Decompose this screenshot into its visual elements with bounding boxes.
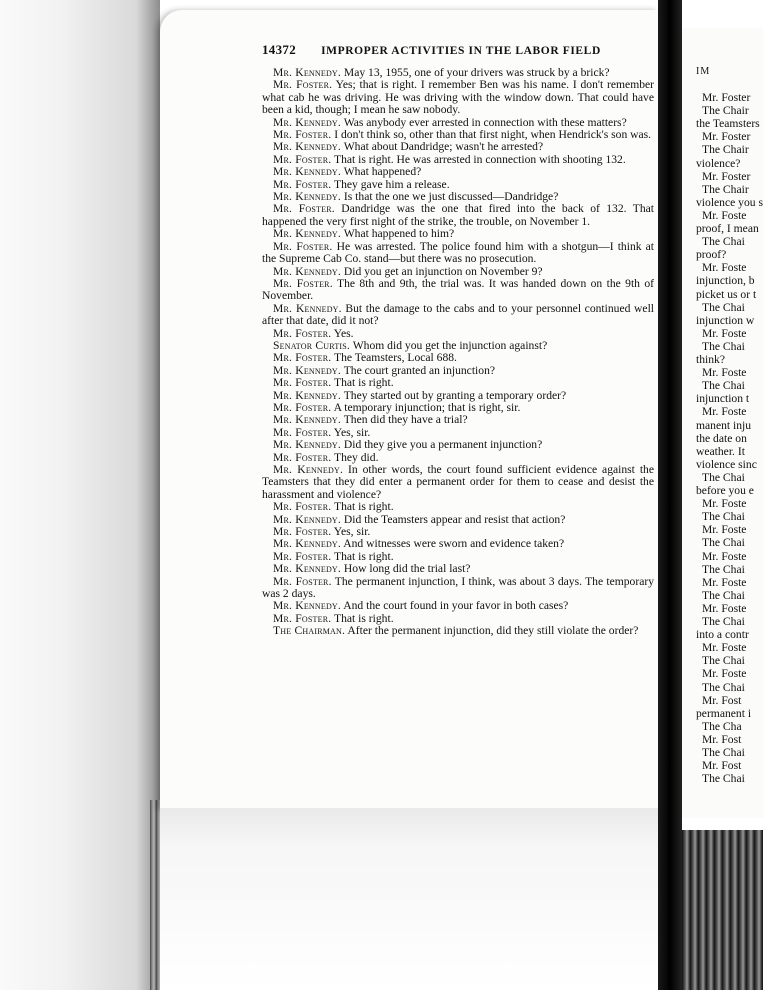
facing-page-line: Mr. Foste [702,261,747,275]
facing-page-line: The Chai [702,588,745,602]
speech-text: The Teamsters, Local 688. [334,351,457,365]
speech-text: A temporary injunction; that is right, sir. [333,400,521,414]
speaker-name: Mr. Kennedy. [273,512,341,526]
facing-page-line: The Chai [702,339,745,353]
facing-page-line: The Chair [702,104,749,118]
facing-page-line: The Chai [702,470,745,484]
speaker-name: Mr. Foster. [273,450,332,464]
facing-page-line: Mr. Foste [702,366,747,380]
facing-page-line: manent inju [696,418,752,432]
speaker-name: Mr. Kennedy. [273,66,341,79]
speaker-name: The Chairman. [273,624,346,638]
speech-text: Dandridge was the one that fired into the back of 132. That happened the very first night of the strike, the trouble, on November 1. [262,202,655,228]
speaker-name: Mr. Kennedy. [273,363,341,377]
running-title: IMPROPER ACTIVITIES IN THE LABOR FIELD [321,45,601,57]
facing-page-line: injunction w [696,313,755,327]
facing-page-line: picket us or t [696,287,757,301]
speaker-name: Mr. Foster. [273,128,332,142]
speech-text: And witnesses were sworn and evidence taken? [343,537,565,551]
speech-text: The permanent injunction, I think, was about 3 days. The temporary was 2 days. [262,574,654,601]
speaker-name: Mr. Foster. [273,425,332,439]
speaker-name: Mr. Foster. [273,202,335,216]
speaker-name: Mr. Foster. [273,276,333,290]
facing-page-line: The Chair [702,182,749,196]
speaker-name: Mr. Kennedy. [273,388,341,402]
facing-page-line: The Chai [702,536,745,550]
speech-text: What happened to him? [343,227,455,241]
facing-page-line: into a contr [696,628,749,642]
transcript-paragraph [262,278,654,303]
speech-text: Yes, sir. [333,425,371,439]
gutter-bottom-edge [682,830,763,990]
transcript-paragraph [262,203,654,228]
facing-page-line: Mr. Foster [702,91,751,104]
transcript [262,67,654,638]
speech-text: Whom did you get the injunction against? [352,338,548,352]
page-number: 14372 [262,42,296,57]
facing-page-line: Mr. Foste [702,208,747,222]
facing-page-line: The Chair [702,143,749,157]
facing-page-line: Mr. Foste [702,549,747,563]
speech-text: He was arrested. The police found him with a shotgun—I think at the Supreme Cab Co. stand—but there was no prosecution. [262,239,654,266]
speech-text: Was anybody ever arrested in connection with these matters? [343,115,627,129]
speech-text: Yes. [333,326,354,340]
facing-page-line: Mr. Foste [702,497,747,511]
facing-page-line: The Chai [702,654,745,668]
facing-page-line: Mr. Fost [702,732,742,746]
speaker-name: Mr. Foster. [273,239,333,253]
speaker-name: Mr. Kennedy. [273,463,344,476]
page-content [262,44,654,638]
speaker-name: Mr. Foster. [273,326,332,340]
speech-text: But the damage to the cabs and to your personnel continued well after that date, did it not? [262,301,655,328]
facing-page-line: Mr. Foste [702,601,747,615]
speech-text: May 13, 1955, one of your drivers was struck by a brick? [343,66,610,79]
facing-page-line: violence? [696,156,741,170]
speaker-name: Mr. Kennedy. [273,140,341,154]
facing-page-line: permanent i [696,706,752,720]
facing-page-line: The Chai [702,235,745,249]
speech-text: They started out by granting a temporary order? [343,388,567,402]
speech-text: The court granted an injunction? [343,363,496,377]
speaker-name: Mr. Foster. [273,611,332,625]
speaker-name: Mr. Kennedy. [273,537,341,551]
facing-page-line: the date on [696,431,747,445]
speech-text: That is right. [334,376,394,390]
facing-page-line: think? [696,353,725,366]
facing-page-line: The Chai [702,562,745,576]
speaker-name: Mr. Foster. [273,152,332,166]
speech-text: In other words, the court found sufficient evidence against the Teamsters that they did enter a permanent order for them to cease and desist the harassment and violence? [262,463,655,501]
facing-page-line: The Chai [702,615,745,628]
speech-text: Did the Teamsters appear and resist that action? [343,512,566,526]
facing-page-line: Mr. Foste [702,641,747,655]
facing-page-line: Mr. Fost [702,693,742,707]
facing-page-line: The Cha [702,719,742,733]
speech-text: They gave him a release. [334,177,450,191]
speaker-name: Mr. Foster. [273,351,332,365]
facing-page-line: Mr. Fost [702,759,742,773]
speech-text: And the court found in your favor in both cases? [343,599,569,613]
facing-page-line: Mr. Foste [702,405,747,419]
facing-page [682,28,763,818]
transcript-paragraph [262,576,654,601]
transcript-paragraph [262,79,654,116]
speaker-name: Mr. Kennedy. [273,264,341,278]
facing-page-line: proof? [696,248,727,262]
facing-page-line: weather. It [696,444,745,458]
facing-page-line: the Teamsters [696,117,760,131]
speaker-name: Mr. Foster. [273,574,332,588]
speaker-name: Mr. Kennedy. [273,190,341,204]
transcript-paragraph [262,241,654,266]
facing-page-line: The Chai [702,772,745,786]
speaker-name: Mr. Foster. [273,549,332,563]
speech-text: Is that the one we just discussed—Dandridge? [343,190,559,204]
speaker-name: Mr. Foster. [273,177,332,191]
speech-text: What about Dandridge; wasn't he arrested? [343,140,544,154]
speech-text: That is right. [334,549,394,563]
speaker-name: Mr. Kennedy. [273,599,341,613]
book-gutter [658,0,682,990]
speaker-name: Mr. Kennedy. [273,227,341,241]
facing-page-line: Mr. Foste [702,575,747,589]
speech-text: The 8th and 9th, the trial was. It was handed down on the 9th of November. [262,276,654,303]
facing-page-line: violence sinc [696,457,757,471]
facing-page-line: Mr. Foste [702,667,747,681]
speech-text: Then did they have a trial? [343,413,468,427]
facing-page-line: injunction, b [696,274,755,288]
transcript-paragraph [262,303,654,328]
transcript-paragraph [262,464,654,501]
facing-page-line: before you e [696,484,754,497]
speaker-name: Mr. Kennedy. [273,301,342,315]
page-bottom-shadow [160,808,658,990]
speaker-name: Mr. Kennedy. [273,165,341,179]
speech-text: That is right. [334,611,394,625]
transcript-paragraph [262,625,654,637]
speech-text: Did you get an injunction on November 9? [343,264,543,278]
speaker-name: Mr. Kennedy. [273,115,341,129]
facing-page-header: IM [696,66,711,77]
facing-page-line: The Chai [702,746,745,759]
facing-page-line: proof, I mean [696,222,759,235]
facing-page-line: The Chai [702,300,745,314]
speech-text: How long did the trial last? [343,562,471,576]
speech-text: After the permanent injunction, did they still violate the order? [347,624,639,638]
speaker-name: Mr. Kennedy. [273,413,341,427]
speaker-name: Mr. Foster. [273,400,332,414]
scan-left-margin [0,0,160,990]
facing-page-line: Mr. Foster [702,169,751,183]
speech-text: That is right. [334,500,394,514]
speech-text: Yes, sir. [333,525,371,539]
speaker-name: Mr. Foster. [273,525,332,539]
speech-text: Did they give you a permanent injunction? [343,438,543,452]
speaker-name: Senator Curtis. [273,338,351,352]
speech-text: That is right. He was arrested in connection with shooting 132. [334,152,626,166]
speaker-name: Mr. Kennedy. [273,562,341,576]
facing-page-line: Mr. Foste [702,523,747,537]
speaker-name: Mr. Foster. [273,376,332,390]
speaker-name: Mr. Foster. [273,500,332,514]
facing-page-line: The Chai [702,680,745,694]
facing-page-line: injunction t [696,392,750,406]
facing-page-line: The Chai [702,379,745,393]
facing-page-line: Mr. Foste [702,326,747,340]
speech-text: What happened? [343,165,422,179]
speech-text: They did. [334,450,379,464]
page-header [262,44,654,58]
speaker-name: Mr. Kennedy. [273,438,341,452]
speech-text: Yes; that is right. I remember Ben was his name. I don't remember what cab he was driving. He was driving with the window down. That could have been a kid, though; I mean he saw nobody. [262,78,655,117]
speaker-name: Mr. Foster. [273,78,333,92]
facing-page-line: violence you s [696,195,763,209]
facing-page-line: Mr. Foster [702,130,751,144]
speech-text: I don't think so, other than that first night, when Hendrick's son was. [334,128,652,142]
facing-page-line: The Chai [702,510,745,524]
